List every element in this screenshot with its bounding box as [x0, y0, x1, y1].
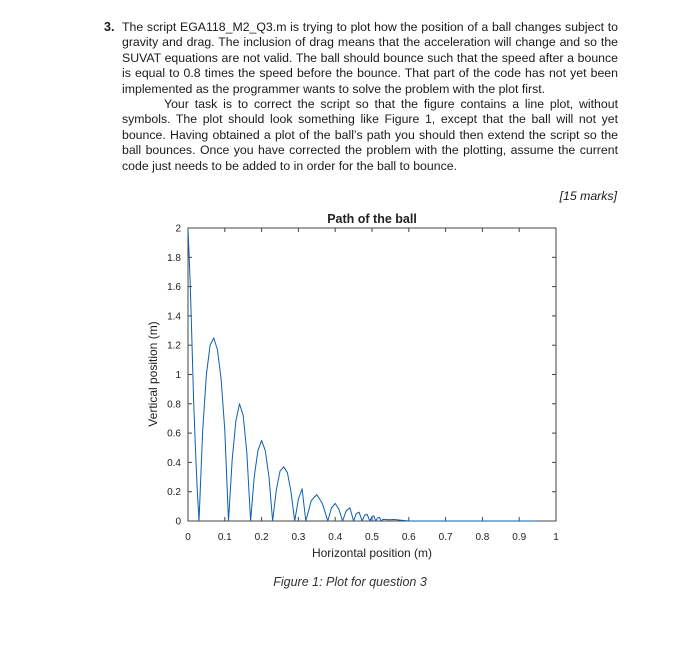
x-tick-label: 0.7 [438, 532, 453, 543]
chart-title: Path of the ball [327, 212, 417, 226]
x-tick-label: 0.6 [401, 532, 416, 543]
x-tick-label: 0.5 [365, 532, 379, 543]
x-tick-label: 0.4 [328, 532, 343, 543]
y-tick-label: 0.4 [167, 457, 181, 469]
y-tick-label: 1.2 [167, 340, 181, 352]
y-tick-label: 0 [175, 516, 181, 528]
marks-label: [15 marks] [559, 189, 617, 203]
y-tick-label: 1.8 [167, 252, 181, 264]
y-tick-label: 0.2 [167, 487, 181, 499]
x-tick-label: 0.8 [475, 532, 490, 543]
axis-ticks [188, 228, 556, 521]
x-tick-label: 0.9 [512, 532, 527, 543]
y-tick-labels [167, 224, 181, 528]
y-tick-label: 1 [175, 370, 181, 381]
ball-path-line [188, 228, 538, 521]
figure-caption: Figure 1: Plot for question 3 [273, 575, 427, 589]
y-axis-label: Vertical position (m) [146, 321, 160, 427]
plot-frame [188, 228, 556, 521]
y-tick-label: 1.4 [167, 311, 181, 323]
y-tick-label: 0.8 [167, 399, 181, 411]
y-tick-label: 2 [175, 223, 181, 235]
x-tick-label: 0.1 [217, 532, 232, 543]
question-paragraph-2: Your task is to correct the script so that the figure contains a line plot, without symbols. The plot should look something like Figure 1, except that the ball will not yet bounce. Having obtained a plot of the ball’s path you should then extend the script so the ball bounces. Once you have corrected the problem with the plotting, assume the current code just needs to be added to in order for the ball to bounce. [122, 97, 618, 173]
x-tick-label: 0.3 [291, 532, 306, 543]
question-number: 3. [104, 20, 115, 34]
y-tick-label: 1.6 [167, 282, 181, 294]
y-tick-label: 0.6 [167, 428, 181, 440]
x-axis-label: Horizontal position (m) [311, 546, 433, 560]
question-paragraph-1: The script EGA118_M2_Q3.m is trying to plot how the position of a ball changes subject to gravity and drag. The inclusion of drag means that the acceleration will change and so the SUVAT equations are not valid. The ball should bounce such that the speed after a bounce is equal to 0.8 times the speed before the bounce. That part of the code has not yet been implemented as the programmer wants to solve the problem with the plot first. [122, 20, 618, 96]
x-tick-label: 1 [553, 532, 559, 543]
x-tick-label: 0 [185, 532, 191, 543]
x-tick-labels [185, 532, 559, 543]
x-tick-label: 0.2 [254, 532, 269, 543]
